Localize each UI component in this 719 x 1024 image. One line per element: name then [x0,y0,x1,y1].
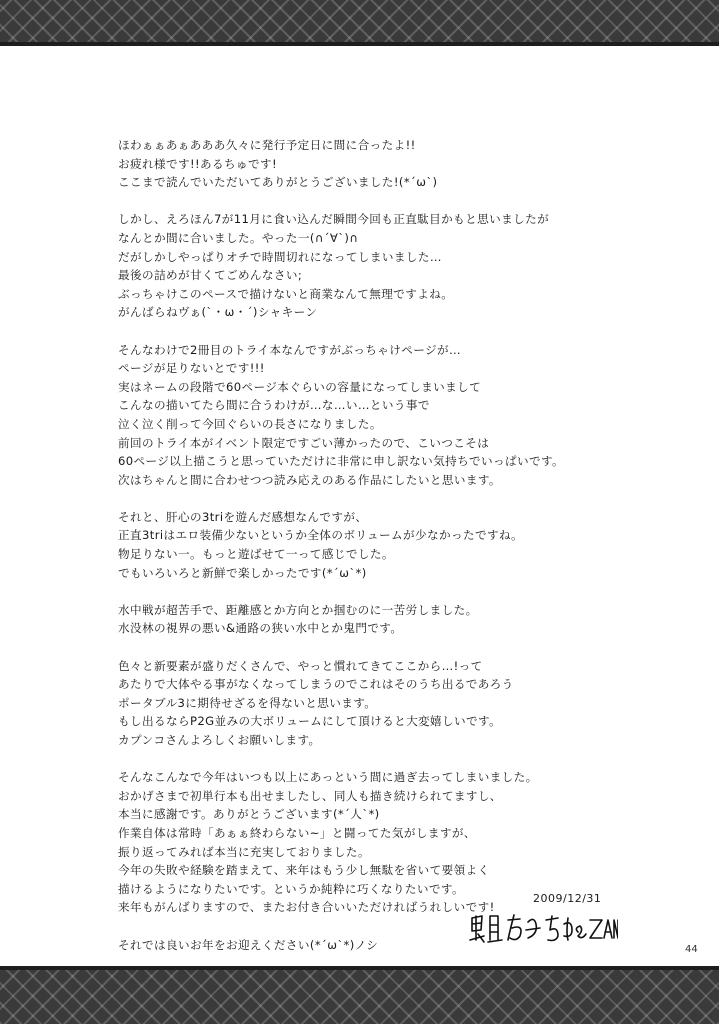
text-line: 色々と新要素が盛りだくさんで、やっと慣れてきてここから…!って [118,658,483,673]
page-number: 44 [685,944,698,955]
text-line: 最後の詰めが甘くてごめんなさい; [118,268,303,283]
bottom-decorative-border [0,966,719,1024]
paragraph [118,657,678,750]
text-line: そんなわけで2冊目のトライ本なんですがぶっちゃけページが… [118,342,462,357]
text-line: だがしかしやっぱりオチで時間切れになってしまいました… [118,249,442,264]
text-line: 水中戦が超苦手で、距離感とか方向とか掴むのに一苦労しました。 [118,602,478,617]
afterword-text [118,136,678,973]
text-line: おかげさまで初単行本も出せましたし、同人も描き続けられてますし、 [118,788,502,803]
text-line: 描けるようになりたいです。というか純粋に巧くなりたいです。 [118,881,464,896]
text-line: それと、肝心の3triを遊んだ感想なんですが、 [118,509,368,524]
text-line: 今年の失敗や経験を踏まえて、来年はもう少し無駄を省いて要領よく [118,863,490,878]
text-line: もし出るならP2G並みの大ボリュームにして頂けると大変嬉しいです。 [118,714,502,729]
text-line: 前回のトライ本がイベント限定ですごい薄かったので、こいつこそは [118,435,490,450]
text-line: ここまで読んでいただいてありがとうございました!(*´ω`) [118,175,438,190]
text-line: 泣く泣く削って今回ぐらいの長さになりました。 [118,416,382,431]
text-line: 作業自体は常時「あぁぁ終わらない~」と闘ってた気がしますが、 [118,825,476,840]
text-line: しかし、えろほん7が11月に食い込んだ瞬間今回も正直駄目かもと思いましたが [118,212,550,227]
text-line: そんなこんなで今年はいつも以上にあっという間に過ぎ去ってしまいました。 [118,770,538,785]
paragraph [118,341,678,490]
text-line: 振り返ってみれば本当に充実しておりました。 [118,844,370,859]
paragraph [118,210,678,322]
text-line: 物足りない一。もっと遊ばせて一って感じでした。 [118,547,394,562]
paragraph [118,601,678,638]
text-line: ポータブル3に期待せざるを得ないと思います。 [118,695,377,710]
text-line: 水没林の視界の悪い&通路の狭い水中とか鬼門です。 [118,621,403,636]
text-line: 60ページ以上描こうと思っていただけに非常に申し訳ない気持ちでいっぱいです。 [118,454,565,469]
text-line: ぶっちゃけこのペースで描けないと商業なんて無理ですよね。 [118,286,454,301]
date: 2009/12/31 [533,892,602,905]
text-line: ほわぁぁあぁあああ久々に発行予定日に間に合ったよ!! [118,138,416,152]
text-line: こんなの描いてたら間に合うわけが…な…い…という事で [118,398,430,413]
text-line: お疲れ様です!!あるちゅです! [118,156,278,171]
text-line: 来年もがんばりますので、またお付き合いいただければうれしいです! [118,900,495,915]
text-line: 実はネームの段階で60ページ本ぐらいの容量になってしまいまして [118,379,482,394]
paragraph [118,136,678,192]
text-line: 次はちゃんと間に合わせつつ読み応えのある作品にしたいと思います。 [118,472,501,487]
text-line: 正直3triはエロ装備少ないというか全体のボリュームが少なかったですね。 [118,528,523,543]
top-decorative-border [0,0,719,46]
paragraph [118,508,678,582]
text-line: カプンコさんよろしくお願いします。 [118,733,321,747]
handwritten-signature [468,910,618,950]
text-line: 本当に感謝です。ありがとうございます(*´人`*) [118,807,380,822]
text-line: ページが足りないとです!!! [118,361,265,376]
text-line: それでは良いお年をお迎えください(*´ω`*)ノシ [118,937,379,952]
text-line: あたりで大体やる事がなくなってしまうのでこれはそのうち出るであろう [118,677,514,692]
text-line: でもいろいろと新鮮で楽しかったです(*´ω`*) [118,565,367,580]
text-line: がんばらねヴぁ(`・ω・´)シャキーン [118,305,318,320]
text-line: なんとか間に合いました。やった一(∩´∀`)∩ [118,230,359,245]
